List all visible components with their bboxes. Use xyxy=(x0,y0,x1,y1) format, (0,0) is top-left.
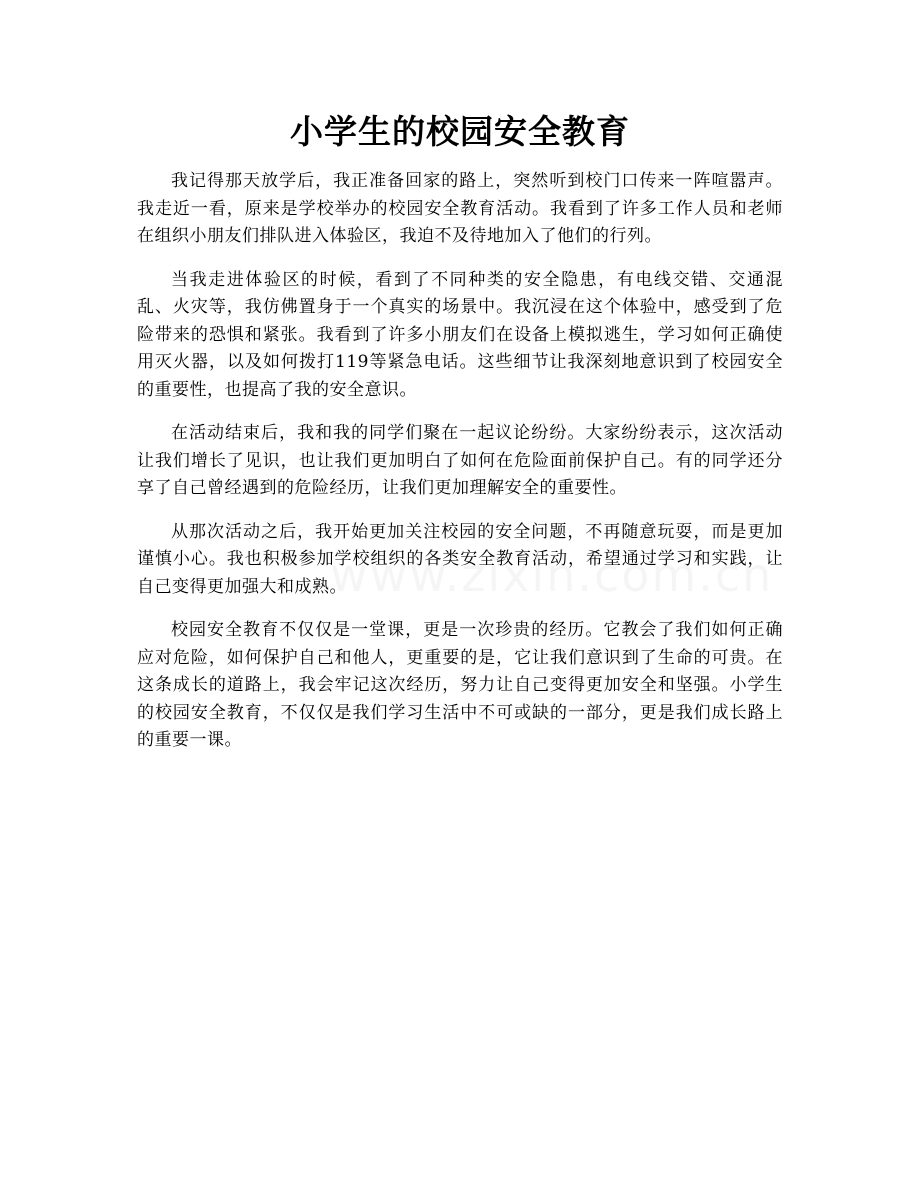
paragraph-2: 当我走进体验区的时候，看到了不同种类的安全隐患，有电线交错、交通混乱、火灾等，我仿佛置身于一个真实的场景中。我沉浸在这个体验中，感受到了危险带来的恐惧和紧张。我看到了许多小朋友们在设备上模拟逃生，学习如何正确使用灭火器，以及如何拨打119等紧急电话。这些细节让我深刻地意识到了校园安全的重要性，也提高了我的安全意识。 xyxy=(137,269,783,400)
paragraph-4: 从那次活动之后，我开始更加关注校园的安全问题，不再随意玩耍，而是更加谨慎小心。我也积极参加学校组织的各类安全教育活动，希望通过学习和实践，让自己变得更加强大和成熟。 xyxy=(137,521,783,597)
document-title: 小学生的校园安全教育 xyxy=(290,112,630,151)
document-body xyxy=(137,168,783,771)
paragraph-3: 在活动结束后，我和我的同学们聚在一起议论纷纷。大家纷纷表示，这次活动让我们增长了见识，也让我们更加明白了如何在危险面前保护自己。有的同学还分享了自己曾经遇到的危险经历，让我们更加理解安全的重要性。 xyxy=(137,423,783,498)
paragraph-1: 我记得那天放学后，我正准备回家的路上，突然听到校门口传来一阵喧嚣声。我走近一看，原来是学校举办的校园安全教育活动。我看到了许多工作人员和老师在组织小朋友们排队进入体验区，我迫不及待地加入了他们的行列。 xyxy=(137,171,783,246)
paragraph-5: 校园安全教育不仅仅是一堂课，更是一次珍贵的经历。它教会了我们如何正确应对危险，如何保护自己和他人，更重要的是，它让我们意识到了生命的可贵。在这条成长的道路上，我会牢记这次经历，努力让自己变得更加安全和坚强。小学生的校园安全教育，不仅仅是我们学习生活中不可或缺的一部分，更是我们成长路上的重要一课。 xyxy=(137,620,783,750)
